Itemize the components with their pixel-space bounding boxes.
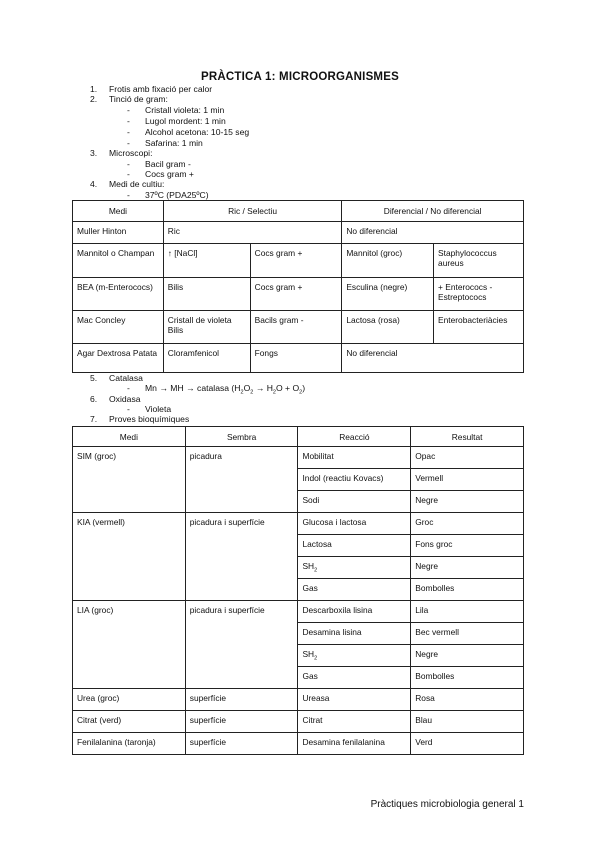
table-header: Medi [73,201,164,222]
table-cell: Urea (groc) [73,689,186,711]
page-footer: Pràctiques microbiologia general 1 [370,799,524,810]
table-cell: Ric [163,222,342,244]
table-cell: Mac Concley [73,311,164,344]
table-cell: Mannitol (groc) [342,244,434,278]
step-number: 2. [90,94,98,104]
table-cell: Citrat (verd) [73,711,186,733]
bullet-dash: - [127,138,130,148]
biochemical-tests-table [72,426,524,755]
table-cell: Vermell [411,469,524,491]
table-cell: Negre [411,491,524,513]
table-header: Reacció [298,427,411,447]
table-cell: picadura i superfície [185,601,298,689]
table-cell: Staphylococcus aureus [434,244,524,278]
table-header: Sembra [185,427,298,447]
table-cell: No diferencial [342,222,524,244]
step-text: Frotis amb fixació per calor [109,84,213,94]
step-text: Microscopi: [109,148,153,158]
table-cell: LIA (groc) [73,601,186,689]
table-cell: superfície [185,689,298,711]
microscope-item: Bacil gram - [145,159,191,169]
table-header: Diferencial / No diferencial [342,201,524,222]
table-cell: KIA (vermell) [73,513,186,601]
table-cell: + Enterococs - Estreptococs [434,278,524,311]
step-text: Proves bioquímiques [109,414,190,424]
table-cell: Mannitol o Champan [73,244,164,278]
step-number: 6. [90,394,98,404]
table-cell: No diferencial [342,344,524,373]
table-cell: Indol (reactiu Kovacs) [298,469,411,491]
step-text: Catalasa [109,373,143,383]
bullet-dash: - [127,159,130,169]
table-cell: Fons groc [411,535,524,557]
table-cell: Bacils gram - [250,311,342,344]
table-cell: Bombolles [411,579,524,601]
table-cell: picadura i superfície [185,513,298,601]
table-cell: Cocs gram + [250,278,342,311]
culture-media-table [72,200,524,373]
table-cell: Fongs [250,344,342,373]
bullet-dash: - [127,105,130,115]
bullet-dash: - [127,127,130,137]
table-cell: Gas [298,579,411,601]
table-cell: Opac [411,447,524,469]
table-cell: Glucosa i lactosa [298,513,411,535]
table-cell: Cristall de violeta Bilis [163,311,250,344]
table-cell: $SH_2$ [298,645,411,667]
table-cell: Negre [411,645,524,667]
gram-step: Safarina: 1 min [145,138,203,148]
step-text: Medi de cultiu: [109,179,165,189]
bullet-dash: - [127,383,130,393]
culture-item: 37ºC (PDA25ºC) [145,190,209,200]
table-cell: picadura [185,447,298,513]
bullet-dash: - [127,116,130,126]
step-number: 4. [90,179,98,189]
table-cell: Blau [411,711,524,733]
step-number: 3. [90,148,98,158]
table-cell: Cloramfenicol [163,344,250,373]
table-cell: BEA (m-Enterococs) [73,278,164,311]
table-cell: Sodi [298,491,411,513]
table-cell: Bec vermell [411,623,524,645]
table-cell: Groc [411,513,524,535]
table-cell: Gas [298,667,411,689]
page-title: PRÀCTICA 1: MICROORGANISMES [201,71,399,83]
table-cell: Rosa [411,689,524,711]
step-number: 5. [90,373,98,383]
table-cell: Ureasa [298,689,411,711]
step-number: 7. [90,414,98,424]
oxidase-item: Violeta [145,404,172,414]
step-text: Oxidasa [109,394,141,404]
gram-step: Alcohol acetona: 10-15 seg [145,127,250,137]
table-cell: Lila [411,601,524,623]
table-cell: SIM (groc) [73,447,186,513]
table-cell: Lactosa [298,535,411,557]
table-cell: Desamina fenilalanina [298,733,411,755]
step-number: 1. [90,84,98,94]
table-cell: Enterobacteriàcies [434,311,524,344]
gram-step: Cristall violeta: 1 min [145,105,225,115]
table-cell: Agar Dextrosa Patata [73,344,164,373]
table-cell: Muller Hinton [73,222,164,244]
bullet-dash: - [127,190,130,200]
table-cell: Bombolles [411,667,524,689]
catalase-reaction: Mn → MH → catalasa $(H_2O_2 \to H_2O + O_2)$ [145,383,306,396]
table-cell: superfície [185,733,298,755]
table-cell: Desamina lisina [298,623,411,645]
table-cell: Esculina (negre) [342,278,434,311]
gram-step: Lugol mordent: 1 min [145,116,226,126]
table-cell: superfície [185,711,298,733]
step-text: Tinció de gram: [109,94,168,104]
table-cell: $SH_2$ [298,557,411,579]
bullet-dash: - [127,404,130,414]
bullet-dash: - [127,169,130,179]
table-cell: Lactosa (rosa) [342,311,434,344]
table-header: Resultat [411,427,524,447]
table-cell: Descarboxila lisina [298,601,411,623]
table-cell: ↑ [NaCl] [163,244,250,278]
table-cell: Bilis [163,278,250,311]
table-cell: Fenilalanina (taronja) [73,733,186,755]
table-cell: Cocs gram + [250,244,342,278]
table-header: Ric / Selectiu [163,201,342,222]
table-header: Medi [73,427,186,447]
table-cell: Negre [411,557,524,579]
table-cell: Mobilitat [298,447,411,469]
table-cell: Citrat [298,711,411,733]
microscope-item: Cocs gram + [145,169,194,179]
table-cell: Verd [411,733,524,755]
